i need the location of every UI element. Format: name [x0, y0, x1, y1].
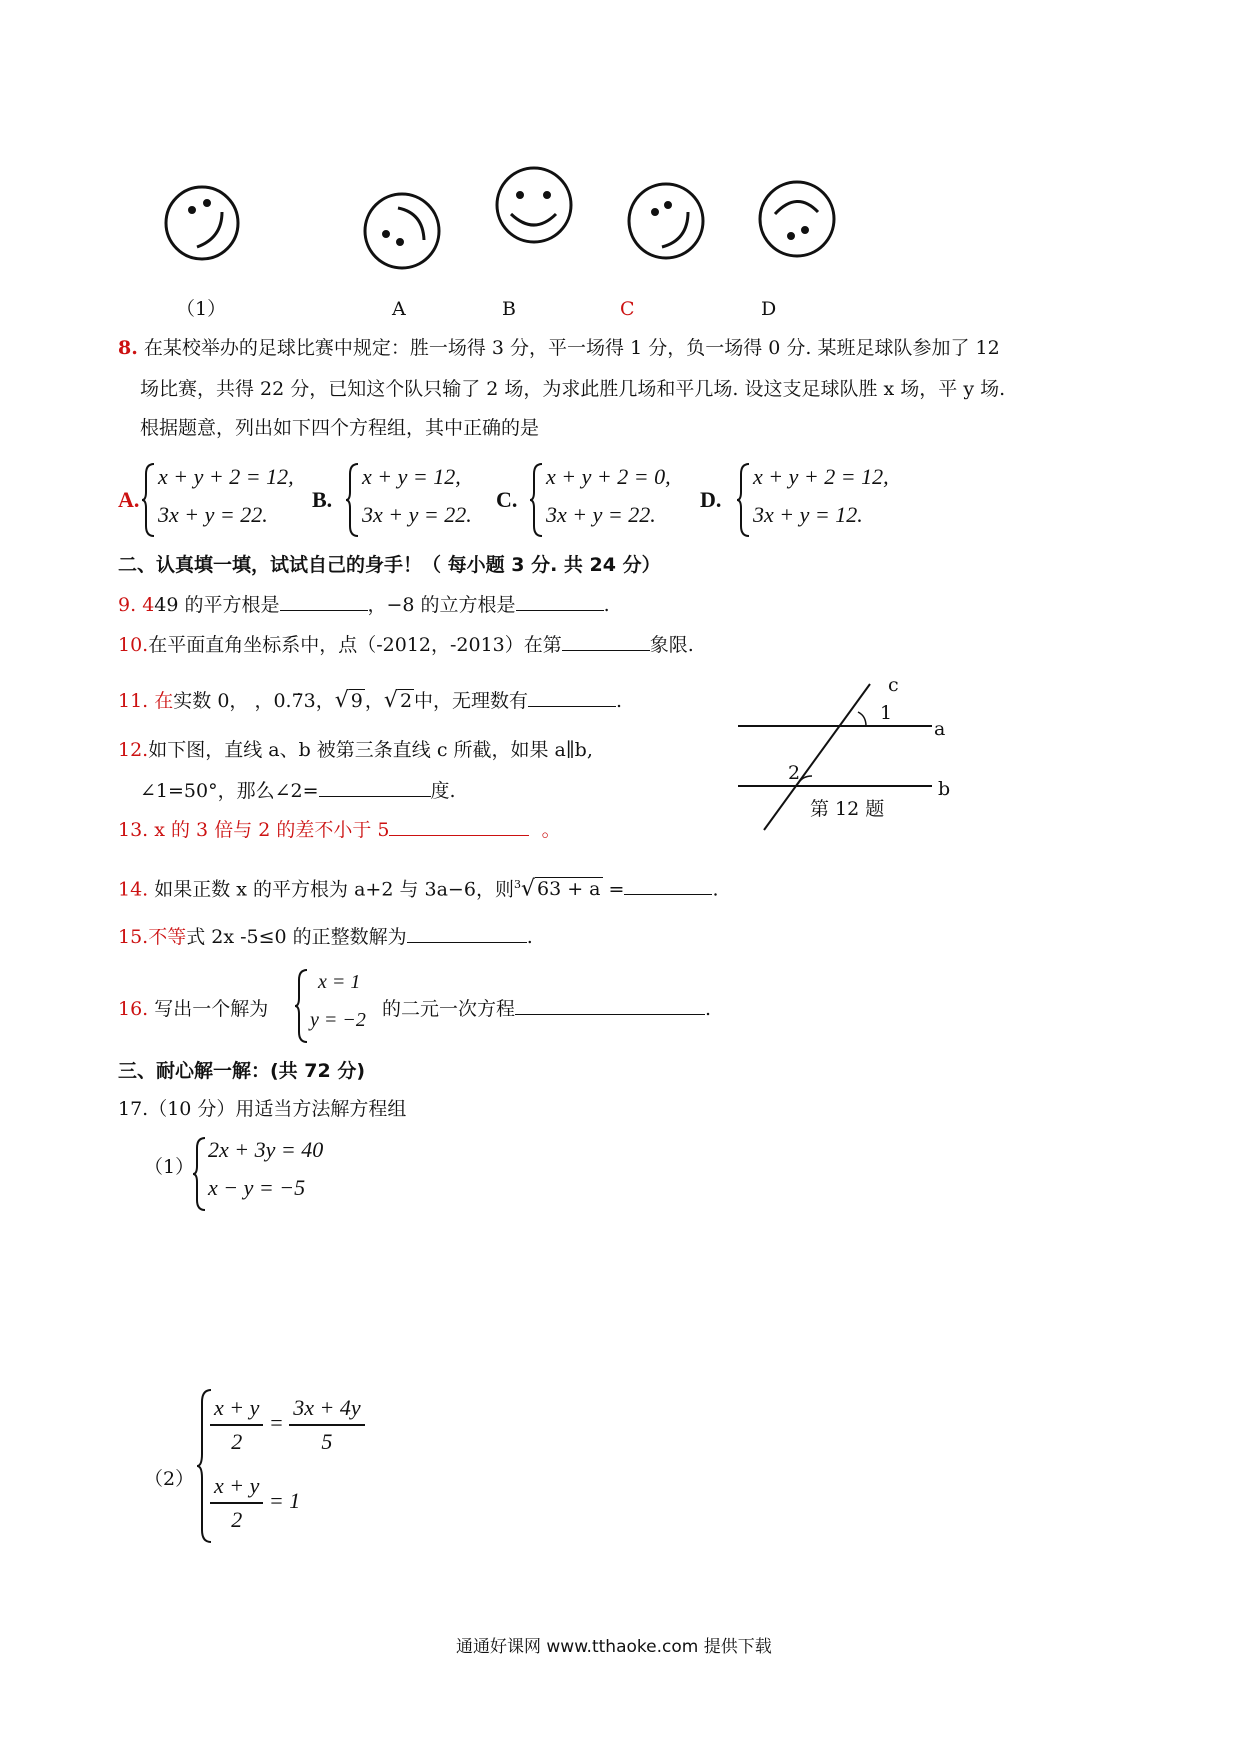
- q14: 14. 如果正数 x 的平方根为 a+2 与 3a−6，则$^3$√ 63 + a = .: [118, 876, 719, 902]
- fig-label-b: b: [938, 778, 951, 800]
- q8-option-a-eq2: 3x + y = 22.: [158, 502, 268, 527]
- face-label-c: C: [620, 298, 635, 320]
- q8-option-b-label: B.: [312, 487, 333, 512]
- q12-blank[interactable]: [319, 778, 431, 797]
- q17-part1-eq1: 2x + 3y = 40: [208, 1137, 324, 1162]
- section-2-heading: 二、认真填一填，试试自己的身手！（ 每小题 3 分. 共 24 分）: [118, 554, 661, 576]
- fig-label-a: a: [934, 718, 946, 740]
- q16-eq2: y = −2: [310, 1009, 366, 1031]
- q9-blank-2[interactable]: [516, 592, 604, 611]
- q11-sqrt-2: 2: [399, 690, 413, 712]
- fig-label-c: c: [888, 674, 899, 696]
- face-c-icon: [629, 184, 703, 258]
- q17-part1-label: （1）: [144, 1156, 195, 1178]
- q14-number: 14.: [118, 878, 149, 901]
- section-3-heading: 三、耐心解一解：(共 72 分): [118, 1060, 366, 1082]
- q12-line2: ∠1=50°，那么∠2= 度.: [140, 780, 456, 802]
- brace-icon: [192, 1136, 208, 1212]
- q8-option-b-eq1: x + y = 12,: [362, 464, 461, 489]
- angle-2-arc: [798, 776, 812, 784]
- face-a-icon: [365, 194, 439, 268]
- q8-option-d-label: D.: [700, 487, 722, 512]
- q17-part2-label: （2）: [144, 1468, 195, 1490]
- q8-option-c-eq2: 3x + y = 22.: [546, 502, 656, 527]
- q16-eq1: x = 1: [318, 971, 361, 993]
- q17-part2-eq1: $\frac{x + y}{2}$ = $\frac{3x + 4y}{5}$: [210, 1392, 365, 1458]
- q11-number: 11.: [118, 690, 149, 712]
- brace-icon: [529, 462, 545, 538]
- face-d-icon: [760, 182, 834, 256]
- fig-caption: 第 12 题: [810, 798, 885, 820]
- q9-number: 9.: [118, 594, 137, 616]
- q16-suffix: 的二元一次方程 .: [382, 998, 712, 1020]
- q13: 13. x 的 3 倍与 2 的差不小于 5 。: [118, 819, 561, 841]
- q15-number: 15.: [118, 926, 149, 948]
- q8-option-c-eq1: x + y + 2 = 0,: [546, 464, 671, 489]
- q16-prefix: 16. 写出一个解为: [118, 998, 269, 1020]
- q9-text-b: ，−8 的立方根是: [367, 594, 516, 616]
- q8-option-d-eq2: 3x + y = 12.: [753, 502, 863, 527]
- q14-radicand: 63 + a: [536, 878, 601, 901]
- q17-heading: 17.（10 分）用适当方法解方程组: [118, 1098, 407, 1120]
- q9-blank-1[interactable]: [280, 592, 368, 611]
- q8-option-c-label: C.: [496, 487, 518, 512]
- q11: 11. 在实数 0， ，0.7̇3，√ 9 ，√ 2 中，无理数有 .: [118, 688, 623, 713]
- q8-line3: 根据题意，列出如下四个方程组，其中正确的是: [140, 417, 540, 439]
- q11-text-b: 中，无理数有: [414, 690, 529, 712]
- q16-blank[interactable]: [515, 996, 705, 1015]
- face-label-1: （1）: [176, 298, 227, 320]
- q8-option-a-label: A.: [118, 487, 140, 512]
- q8-option-b-eq2: 3x + y = 22.: [362, 502, 472, 527]
- q8-number: 8.: [118, 337, 138, 359]
- q11-text-a: 实数 0， ，0.7̇3，: [173, 690, 335, 712]
- q12-number: 12.: [118, 739, 149, 761]
- fig-label-1: 1: [880, 702, 893, 724]
- q13-blank[interactable]: [389, 817, 529, 836]
- fig-label-2: 2: [788, 762, 801, 784]
- q14-blank[interactable]: [624, 876, 712, 895]
- q13-number: 13.: [118, 819, 149, 841]
- q9: 9. 449 的平方根是 ，−8 的立方根是 .: [118, 594, 610, 616]
- q16-number: 16.: [118, 998, 149, 1020]
- q9-text-a: 49 的平方根是: [154, 594, 280, 616]
- q8-line1: [118, 335, 1000, 361]
- face-label-b: B: [502, 298, 516, 320]
- q17-part1-eq2: x − y = −5: [208, 1175, 306, 1200]
- q17-part2-eq2: $\frac{x + y}{2}$ = 1: [210, 1470, 300, 1536]
- q10-text-b: 象限.: [649, 634, 694, 656]
- q10-text-a: 在平面直角坐标系中，点（-2012，-2013）在第: [148, 634, 562, 656]
- brace-icon: [141, 462, 157, 538]
- q12-line1: 12.如下图，直线 a、b 被第三条直线 c 所截，如果 a∥b,: [118, 739, 593, 761]
- q8-option-a-eq1: x + y + 2 = 12,: [158, 464, 294, 489]
- q10: [118, 632, 694, 658]
- brace-icon: [345, 462, 361, 538]
- face-label-a: A: [392, 298, 406, 320]
- q10-blank[interactable]: [562, 632, 650, 651]
- face-1-icon: [166, 187, 238, 259]
- q8-option-d-eq1: x + y + 2 = 12,: [753, 464, 889, 489]
- faces-figure: [0, 0, 1240, 300]
- brace-icon: [736, 462, 752, 538]
- footer-text: 通通好课网 www.tthaoke.com 提供下载: [456, 1637, 772, 1657]
- brace-icon: [294, 968, 310, 1044]
- face-b-icon: [497, 168, 571, 242]
- q15-blank[interactable]: [407, 924, 527, 943]
- q11-blank[interactable]: [528, 688, 616, 707]
- q8-line2: 场比赛，共得 22 分，已知这个队只输了 2 场，为求此胜几场和平几场. 设这支足球队胜 x 场，平 y 场.: [140, 378, 1006, 400]
- angle-1-arc: [858, 712, 866, 726]
- q15: 15.不等式 2x -5≤0 的正整数解为 .: [118, 926, 533, 948]
- q11-sqrt-9: 9: [350, 690, 363, 712]
- face-label-d: D: [761, 298, 777, 320]
- q10-number: 10.: [118, 634, 149, 656]
- q8-text-1: 在某校举办的足球比赛中规定：胜一场得 3 分，平一场得 1 分，负一场得 0 分. 某班足球队参加了 12: [143, 337, 1000, 359]
